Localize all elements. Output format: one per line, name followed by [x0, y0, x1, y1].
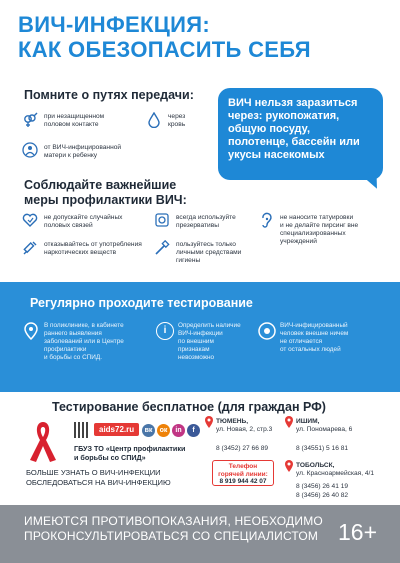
blood-drop-icon	[146, 112, 162, 128]
prevention-text-condoms: всегда используйте презервативы	[176, 214, 236, 229]
mother-child-icon	[22, 142, 38, 158]
person-target-icon	[258, 322, 276, 340]
footer-warning: ИМЕЮТСЯ ПРОТИВОПОКАЗАНИЯ, НЕОБХОДИМО ПРОКОНСУЛЬТИРОВАТЬСЯ СО СПЕЦИАЛИСТОМ	[24, 514, 323, 543]
testing-item-clinic	[24, 322, 38, 345]
map-pin-icon	[284, 460, 294, 472]
toothbrush-icon	[154, 240, 170, 256]
site-link[interactable]: aids72.ru	[94, 423, 139, 436]
ear-piercing-icon	[258, 212, 274, 228]
age-rating: 16+	[338, 519, 378, 545]
prevention-text-hygiene: пользуйтесь только личными средствами гигиены	[176, 241, 242, 264]
tagline: БОЛЬШЕ УЗНАТЬ О ВИЧ-ИНФЕКЦИИ ОБСЛЕДОВАТЬСЯ НА ВИЧ-ИНФЕКЦИЮ	[26, 468, 171, 487]
prevention-text-partners: не допускайте случайных половых связей	[44, 214, 123, 229]
ok-icon[interactable]: ок	[157, 424, 170, 437]
testing-heading: Регулярно проходите тестирование	[30, 296, 253, 310]
instagram-icon[interactable]: in	[172, 424, 185, 437]
myths-bubble: ВИЧ нельзя заразиться через: рукопожатия, общую посуду, полотенце, бассейн или укусы насекомых	[218, 88, 383, 180]
vk-icon[interactable]: вк	[142, 424, 155, 437]
transmission-item-blood	[146, 112, 162, 133]
free-testing-heading: Тестирование бесплатное (для граждан РФ)	[52, 400, 326, 414]
testing-item-signs	[156, 322, 174, 340]
title-line-1: ВИЧ-ИНФЕКЦИЯ:	[18, 12, 210, 37]
location-pin-icon	[24, 322, 38, 340]
transmission-text-blood: через кровь	[168, 113, 186, 128]
condom-icon	[154, 212, 170, 228]
transmission-item-sexual	[22, 112, 38, 133]
prevention-heading: Соблюдайте важнейшие меры профилактики ВИЧ:	[24, 178, 187, 207]
map-pin-icon	[284, 416, 294, 428]
syringe-icon	[22, 240, 38, 256]
city-ishim: ИШИМ, ул. Пономарева, 6	[296, 418, 353, 433]
transmission-text-mother: от ВИЧ-инфицированной матери к ребенку	[44, 144, 122, 159]
heart-shield-icon	[22, 212, 38, 228]
info-icon: i	[156, 322, 174, 340]
organization-name: ГБУЗ ТО «Центр профилактики и борьбы со СПИД»	[74, 444, 186, 462]
prevention-item-tattoo	[258, 212, 274, 233]
gender-symbols-icon	[22, 112, 38, 128]
title-line-2: КАК ОБЕЗОПАСИТЬ СЕБЯ	[18, 37, 311, 62]
prevention-item-partners	[22, 212, 38, 233]
testing-text-appearance: ВИЧ-инфицированный человек внешне ничем не отличается от остальных людей	[280, 322, 349, 353]
hotline-box: Телефон горячей линии: 8 919 944 42 07	[212, 460, 274, 486]
qr-code-icon	[74, 422, 90, 438]
city-tobolsk: ТОБОЛЬСК, ул. Красноармейская, 4/1	[296, 462, 375, 477]
facebook-icon[interactable]: f	[187, 424, 200, 437]
transmission-item-mother	[22, 142, 38, 163]
city-tobolsk-phone-2[interactable]: 8 (3456) 26 40 82	[296, 492, 349, 499]
city-tobolsk-phone-1[interactable]: 8 (3456) 26 41 19	[296, 483, 349, 490]
prevention-item-condoms	[154, 212, 170, 233]
prevention-text-drugs: отказывайтесь от употребления наркотических веществ	[44, 241, 142, 256]
city-tobolsk-phones	[296, 482, 348, 500]
red-ribbon-icon	[26, 418, 60, 464]
hotline-phone[interactable]: 8 919 944 42 07	[219, 478, 267, 486]
prevention-text-tattoo: не наносите татуировки и не делайте пирсинг вне специализированных учреждений	[280, 214, 359, 245]
testing-item-appearance	[258, 322, 276, 345]
city-tyumen: ТЮМЕНЬ, ул. Новая, 2, стр.3	[216, 418, 273, 433]
map-pin-icon	[204, 416, 214, 428]
testing-text-clinic: В поликлинике, в кабинете раннего выявления заболеваний или в Центре профилактики и борьбы со СПИД.	[44, 322, 124, 361]
city-tyumen-phone[interactable]: 8 (3452) 27 66 89	[216, 445, 269, 452]
transmission-heading: Помните о путях передачи:	[24, 88, 194, 102]
page-title	[18, 12, 311, 62]
transmission-text-sexual: при незащищенном половом контакте	[44, 113, 105, 128]
prevention-item-hygiene	[154, 240, 170, 261]
prevention-item-drugs	[22, 240, 38, 261]
city-ishim-phone[interactable]: 8 (34551) 5 16 81	[296, 445, 349, 452]
testing-text-signs: Определить наличие ВИЧ-инфекции по внешним признакам невозможно	[178, 322, 241, 361]
